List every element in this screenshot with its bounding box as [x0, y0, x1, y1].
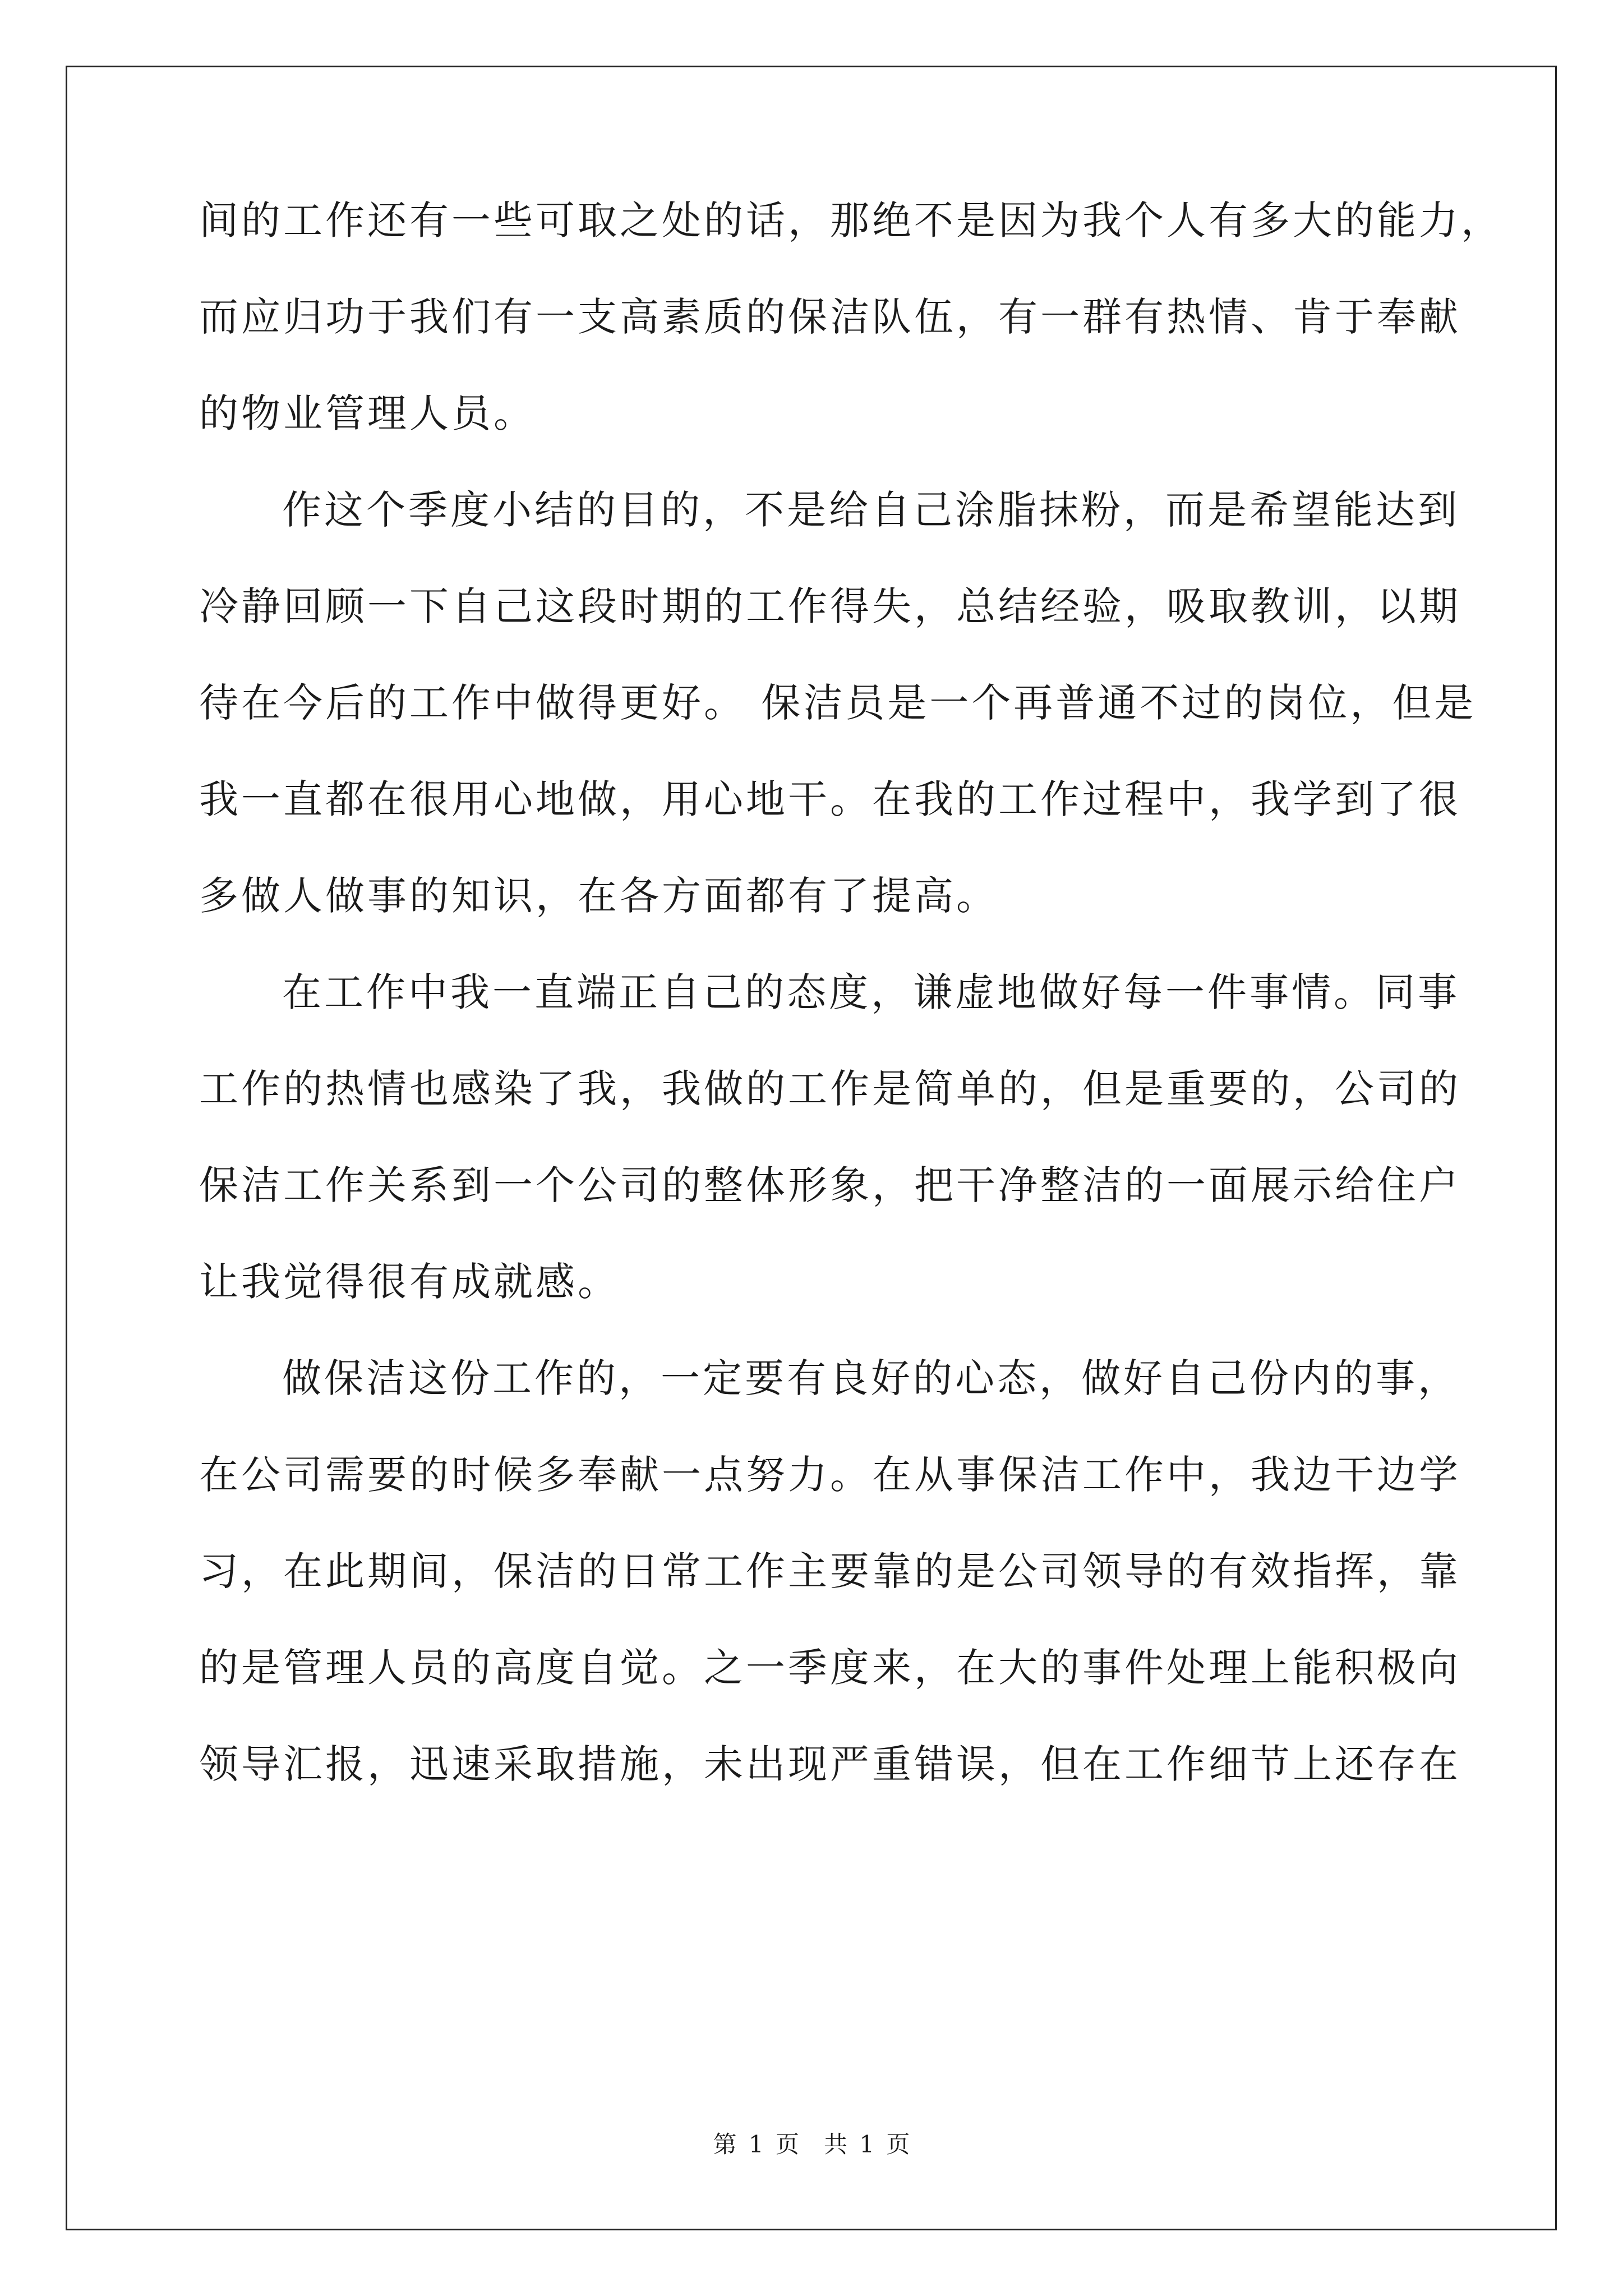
text-line: 待在今后的工作中做得更好。 保洁员是一个再普通不过的岗位，但是 [199, 680, 1477, 726]
text-line: 工作的热情也感染了我，我做的工作是简单的，但是重要的，公司的 [199, 1066, 1461, 1112]
text-line: 领导汇报，迅速采取措施，未出现严重错误，但在工作细节上还存在 [199, 1741, 1461, 1787]
text-line: 多做人做事的知识，在各方面都有了提高。 [199, 873, 998, 919]
text-line: 冷静回顾一下自己这段时期的工作得失，总结经验，吸取教训，以期 [199, 583, 1461, 629]
page-number-current: 第 1 页 [713, 2131, 799, 2158]
text-line: 而应归功于我们有一支高素质的保洁队伍，有一群有热情、肯于奉献 [199, 294, 1461, 340]
text-line: 做保洁这份工作的，一定要有良好的心态，做好自己份内的事， [282, 1355, 1460, 1401]
document-body [199, 192, 1503, 1833]
page-footer [0, 2126, 1623, 2160]
text-line: 保洁工作关系到一个公司的整体形象，把干净整洁的一面展示给住户 [199, 1162, 1461, 1208]
text-line: 习，在此期间，保洁的日常工作主要靠的是公司领导的有效指挥，靠 [199, 1548, 1461, 1594]
text-line: 让我觉得很有成就感。 [199, 1259, 620, 1305]
text-line: 在公司需要的时候多奉献一点努力。在从事保洁工作中，我边干边学 [199, 1452, 1461, 1498]
text-line: 作这个季度小结的目的，不是给自己涂脂抹粉，而是希望能达到 [282, 487, 1460, 533]
text-line: 我一直都在很用心地做，用心地干。在我的工作过程中，我学到了很 [199, 776, 1461, 822]
text-line: 间的工作还有一些可取之处的话，那绝不是因为我个人有多大的能力， [199, 197, 1503, 243]
text-line: 的是管理人员的高度自觉。之一季度来，在大的事件处理上能积极向 [199, 1645, 1461, 1691]
text-line: 的物业管理人员。 [199, 390, 536, 436]
page-number-total: 共 1 页 [824, 2131, 910, 2158]
text-line: 在工作中我一直端正自己的态度，谦虚地做好每一件事情。同事 [282, 969, 1460, 1015]
